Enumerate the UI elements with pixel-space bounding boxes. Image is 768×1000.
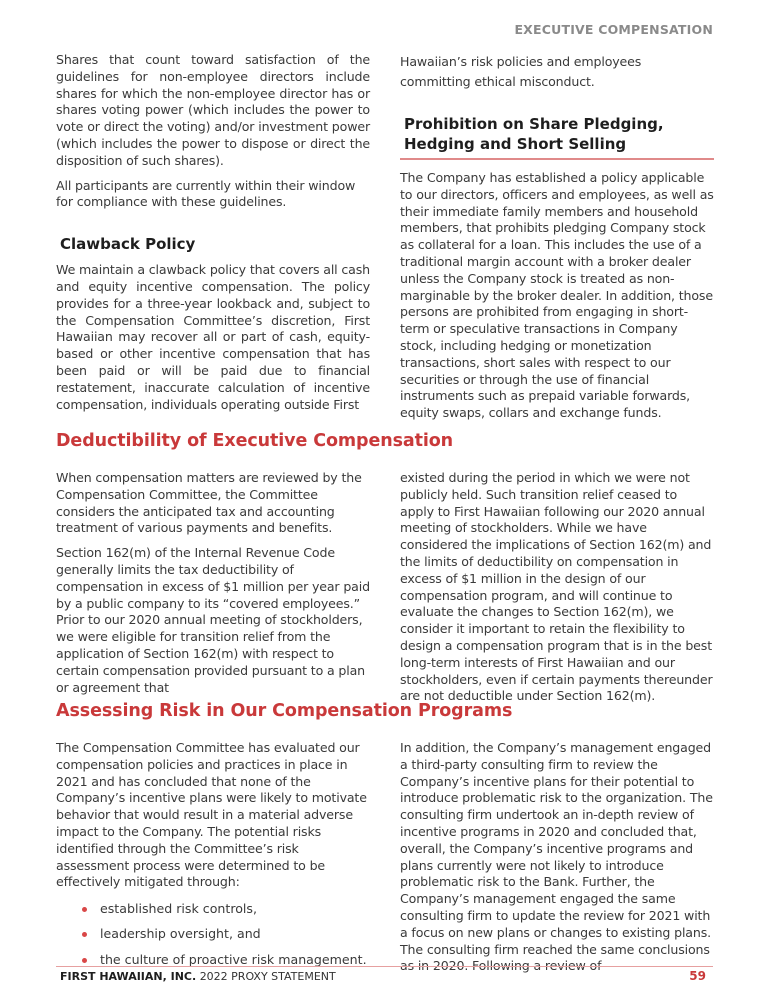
deductibility-paragraph-1: When compensation matters are reviewed by the Compensation Committee, the Committee considers the anticipated tax and accounting treatment of various payments and benefits. xyxy=(56,470,362,536)
deductibility-paragraph-3: existed during the period in which we were not publicly held. Such transition relief ceased to apply to First Hawaiian following our 2020 annual meeting of stockholders. While we have considered the implications of Section 162(m) and the limits of deductibility on compensation in excess of $1 million in the design of our compensation program, and will continue to evaluate the changes to Section 162(m), we consider it important to retain the flexibility to design a compensation program that is in the best long-term interests of First Hawaiian and our stockholders, even if certain payments thereunder are not deductible under Section 162(m). xyxy=(400,470,713,704)
footer-document-title xyxy=(60,970,336,983)
pledging-heading: Prohibition on Share Pledging, Hedging and Short Selling xyxy=(404,115,664,153)
risk-mitigation-list xyxy=(56,901,370,968)
list-item: established risk controls, xyxy=(82,901,370,918)
pledging-heading-block xyxy=(400,114,714,160)
list-item: leadership oversight, and xyxy=(82,926,370,943)
footer-company-name: FIRST HAWAIIAN, INC. xyxy=(60,970,197,983)
deductibility-paragraph-2: Section 162(m) of the Internal Revenue Code generally limits the tax deductibility of compensation in excess of $1 million per year paid by a public company to its “covered employees.” Prior to our 2020 annual meeting of stockholders, we were eligible for transition relief from the application of Section 162(m) with respect to certain compensation provided pursuant to a plan or agreement that xyxy=(56,545,370,695)
risk-consulting-paragraph: In addition, the Company’s management engaged a third-party consulting firm to review the Company’s incentive plans for their potential to introduce problematic risk to the organization. The consulting firm undertook an in-depth review of incentive programs in 2020 and concluded that, overall, the Company’s incentive programs and plans currently were not likely to introduce problematic risk to the Bank. Further, the Company’s management engaged the same consulting firm to update the review for 2021 with a focus on new plans or changes to existing plans. The consulting firm reached the same conclusions as in 2020. Following a review of xyxy=(400,740,713,974)
deductibility-right-column xyxy=(400,470,714,705)
bullet-icon xyxy=(82,958,87,963)
running-section-header: EXECUTIVE COMPENSATION xyxy=(514,22,713,37)
pledging-paragraph: The Company has established a policy applicable to our directors, officers and employees, as well as their immediate family members and household members, that prohibits pledging Company stock as collateral for a loan. This includes the use of a traditional margin account with a broker dealer unless the Company stock is treated as non-marginable by the broker dealer. In addition, those persons are prohibited from engaging in short-term or speculative transactions in Company stock, including hedging or monetization transactions, short sales with respect to our securities or through the use of financial instruments such as prepaid variable forwards, equity swaps, collars and exchange funds. xyxy=(400,170,714,421)
clawback-paragraph-continued: Hawaiian’s risk policies and employees committing ethical misconduct. xyxy=(400,54,642,89)
risk-heading: Assessing Risk in Our Compensation Programs xyxy=(56,701,513,721)
top-right-column xyxy=(400,52,714,422)
footer-doc-name: 2022 PROXY STATEMENT xyxy=(199,970,336,983)
compliance-paragraph: All participants are currently within their window for compliance with these guidelines. xyxy=(56,177,356,210)
deductibility-left-column xyxy=(56,470,370,696)
page-number: 59 xyxy=(689,969,706,983)
share-guidelines-paragraph: Shares that count toward satisfaction of the guidelines for non-employee directors include shares for which the non-employee director has or shares voting power (which includes the power to vote or direct the voting) and/or investment power (which includes the power to dispose or direct the disposition of such shares). xyxy=(56,52,370,168)
footer-divider xyxy=(56,966,713,967)
risk-right-column xyxy=(400,740,714,975)
risk-left-column xyxy=(56,740,370,977)
clawback-paragraph: We maintain a clawback policy that covers all cash and equity incentive compensation. The policy provides for a three-year lookback and, subject to the Compensation Committee’s discretion, First Hawaiian may recover all or part of cash, equity-based or other incentive compensation that has been paid or will be paid due to financial restatement, inaccurate calculation of incentive compensation, individuals operating outside First xyxy=(56,262,370,412)
top-left-column xyxy=(56,52,370,413)
clawback-heading: Clawback Policy xyxy=(60,235,196,254)
bullet-icon xyxy=(82,907,87,912)
list-item: the culture of proactive risk management. xyxy=(82,952,370,969)
risk-paragraph: The Compensation Committee has evaluated our compensation policies and practices in place in 2021 and has concluded that none of the Company’s incentive plans were likely to motivate behavior that would result in a material adverse impact to the Company. The potential risks identified through the Committee’s risk assessment process were determined to be effectively mitigated through: xyxy=(56,740,367,890)
deductibility-heading: Deductibility of Executive Compensation xyxy=(56,431,454,451)
bullet-icon xyxy=(82,932,87,937)
